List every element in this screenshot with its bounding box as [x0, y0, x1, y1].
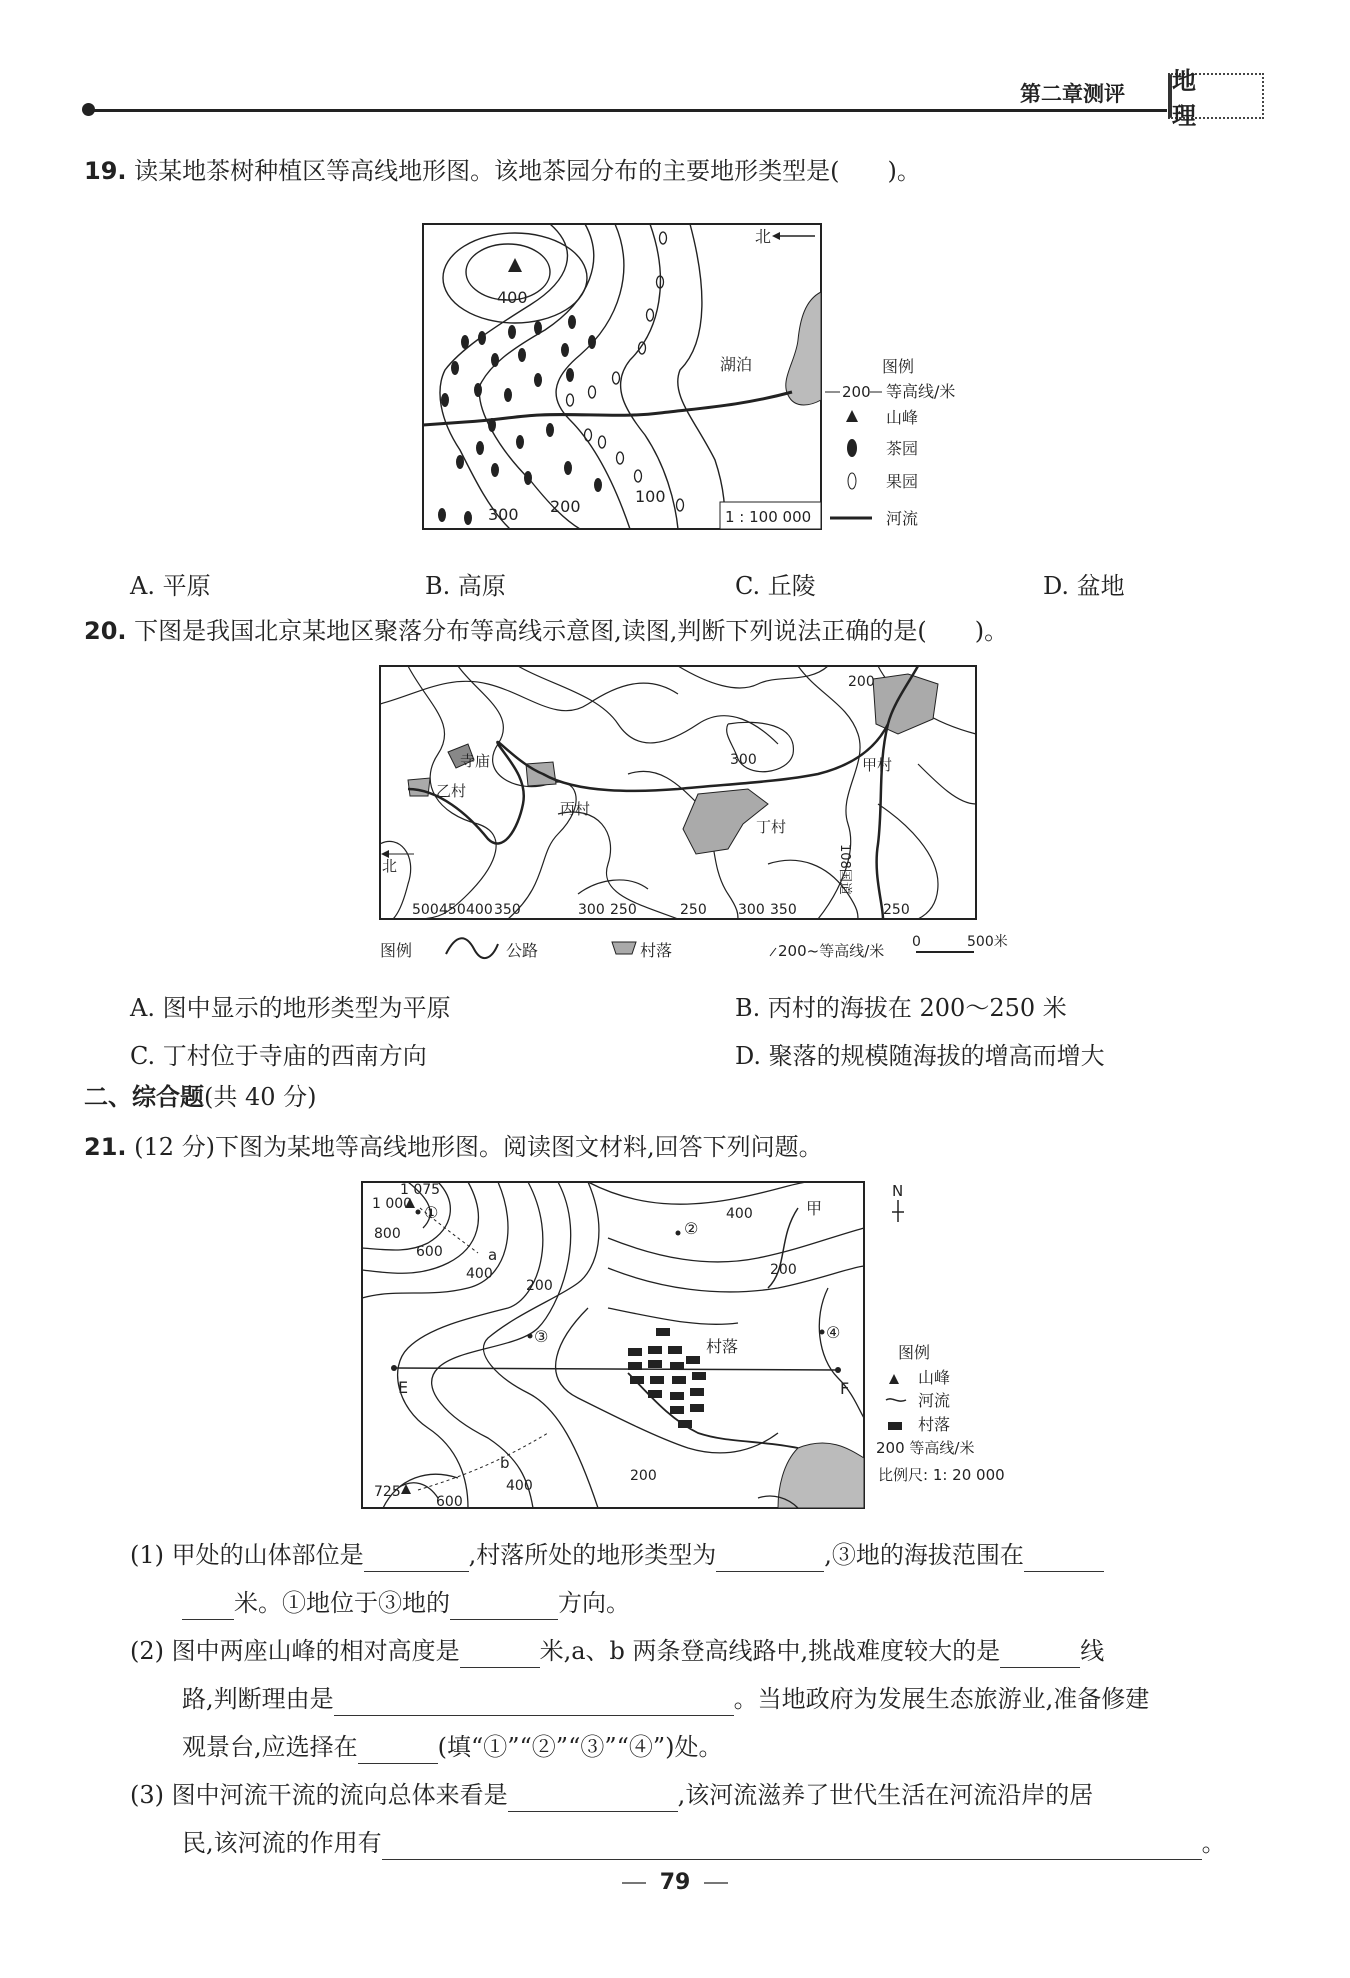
q20-legend-village-icon: [612, 942, 636, 954]
q20-legend-title: 图例: [380, 941, 413, 960]
page-number-dash-right: [704, 1882, 728, 1884]
q20-tick-450: 450: [439, 902, 466, 918]
q19-north-arrowhead: [772, 232, 780, 240]
q20-label-300: 300: [730, 752, 757, 768]
q19-option-a[interactable]: A. 平原: [130, 572, 211, 600]
q20-label-yi: 乙村: [436, 782, 467, 800]
q20-tick-250a: 250: [610, 902, 637, 918]
q20-legend-contour: 200~等高线/米: [778, 942, 885, 960]
q19-stem: [84, 154, 921, 188]
q20-legend-road-icon: [446, 938, 498, 958]
page-number-dash-left: [622, 1882, 646, 1884]
q19-orchard-dots: [567, 232, 684, 511]
q21-legend-peak-icon: [889, 1374, 899, 1384]
section2-title: 二、综合题: [84, 1083, 204, 1111]
q21-label-jia: 甲: [806, 1199, 823, 1218]
q21-point1-dot: [416, 1210, 421, 1215]
q21-sub2-text-e: 。当地政府为发展生态旅游业,准备修建: [733, 1685, 1150, 1713]
q21-sub3-text-c: 民,该河流的作用有: [182, 1829, 382, 1857]
q19-option-d[interactable]: D. 盆地: [1043, 572, 1125, 600]
q21-sub1-text-c: ,③地的海拔范围在: [824, 1541, 1024, 1569]
q21-stem: [84, 1130, 823, 1164]
q19-legend-river: 河流: [886, 509, 919, 528]
q19-label-200: 200: [550, 497, 581, 516]
q21-sub3-text-b: ,该河流滋养了世代生活在河流沿岸的居: [677, 1781, 1094, 1809]
q19-option-c[interactable]: C. 丘陵: [735, 572, 816, 600]
q21-f-point: [835, 1367, 841, 1373]
q21-label-200c: 200: [630, 1468, 657, 1484]
q21-legend-peak: 山峰: [918, 1368, 951, 1387]
q21-north-label: N: [892, 1182, 904, 1200]
q20-scale-dist: 500米: [967, 934, 1008, 950]
q20-tick-400: 400: [466, 902, 493, 918]
q21-point4-dot: [820, 1330, 825, 1335]
q21-sub3-line1: [130, 1778, 1093, 1812]
q21-sub2-text-a: (2) 图中两座山峰的相对高度是: [130, 1637, 460, 1665]
q21-label-f: F: [840, 1379, 850, 1398]
q20-option-a[interactable]: A. 图中显示的地形类型为平原: [130, 994, 451, 1022]
q21-lake: [778, 1443, 864, 1508]
q20-road-108: [877, 724, 888, 919]
q20-option-c[interactable]: C. 丁村位于寺庙的西南方向: [130, 1042, 427, 1070]
q20-number: 20.: [84, 617, 127, 645]
q19-legend-orchard: 果园: [886, 472, 919, 491]
q21-sub2-line1: [130, 1634, 1104, 1668]
q19-text: 读某地茶树种植区等高线地形图。该地茶园分布的主要地形类型是( )。: [134, 157, 921, 185]
q19-label-300: 300: [488, 505, 519, 524]
q19-label-lake: 湖泊: [720, 355, 753, 374]
q21-legend-village-icon: [888, 1422, 902, 1430]
q21-sub2-blank2[interactable]: [1000, 1641, 1080, 1668]
section2-heading: [84, 1080, 317, 1114]
q20-scale-zero: 0: [912, 934, 921, 950]
q21-label-200a: 200: [526, 1278, 553, 1294]
q21-sub2-text-f: 观景台,应选择在: [182, 1733, 358, 1761]
q21-sub2-blank1[interactable]: [460, 1641, 540, 1668]
q21-sub1-text-a: (1) 甲处的山体部位是: [130, 1541, 364, 1569]
q19-option-b[interactable]: B. 高原: [425, 572, 506, 600]
q19-contours: [440, 224, 725, 529]
q20-label-jia: 甲村: [862, 756, 893, 774]
q21-point1: ①: [424, 1203, 439, 1222]
q21-sub3-text-a: (3) 图中河流干流的流向总体来看是: [130, 1781, 508, 1809]
q21-label-village: 村落: [706, 1337, 739, 1356]
q19-legend-title: 图例: [882, 357, 915, 376]
q21-sub2-line2: [182, 1682, 1149, 1716]
q19-legend-contour: 等高线/米: [886, 382, 956, 401]
section2-score: (共 40 分): [204, 1083, 317, 1111]
q19-legend-contour-num: 200: [842, 383, 871, 401]
q19-legend-peak: 山峰: [886, 408, 919, 427]
q21-sub2-blank3[interactable]: [334, 1689, 734, 1716]
q21-legend-title: 图例: [898, 1343, 931, 1362]
q21-legend-contour: 200 等高线/米: [876, 1439, 975, 1457]
q20-label-road: 108国道: [837, 844, 852, 895]
q21-text: (12 分)下图为某地等高线地形图。阅读图文材料,回答下列问题。: [134, 1133, 823, 1161]
q19-legend-peak-icon: [846, 410, 858, 422]
q21-contours: [362, 1182, 864, 1508]
q21-sub1-blank4[interactable]: [450, 1593, 558, 1620]
q21-legend-scale: 比例尺: 1: 20 000: [878, 1466, 1005, 1484]
page-number-value: 79: [659, 1870, 691, 1895]
q21-sub2-blank4[interactable]: [358, 1737, 438, 1764]
q20-label-200: 200: [848, 674, 875, 690]
q19-label-100: 100: [635, 487, 666, 506]
q20-option-d[interactable]: D. 聚落的规模随海拔的增高而增大: [735, 1042, 1105, 1070]
q19-north-label: 北: [755, 227, 772, 246]
q20-label-ding: 丁村: [756, 818, 787, 836]
q21-point3-dot: [528, 1334, 533, 1339]
q21-sub1-blank1[interactable]: [364, 1545, 469, 1572]
q21-sub2-text-g: (填“①”“②”“③”“④”)处。: [437, 1733, 723, 1761]
q20-tick-300b: 300: [738, 902, 765, 918]
q21-sub2-text-c: 线: [1080, 1637, 1105, 1665]
q21-e-point: [391, 1365, 397, 1371]
q20-text: 下图是我国北京某地区聚落分布等高线示意图,读图,判断下列说法正确的是( )。: [134, 617, 1009, 645]
q20-tick-500: 500: [412, 902, 439, 918]
q20-map: [378, 664, 1018, 964]
q21-point2-dot: [676, 1231, 681, 1236]
q21-sub1-text-b: ,村落所处的地形类型为: [468, 1541, 717, 1569]
q20-option-b[interactable]: B. 丙村的海拔在 200～250 米: [735, 994, 1067, 1022]
header-rule: [84, 109, 1167, 112]
q21-label-200b: 200: [770, 1262, 797, 1278]
q21-sub1-blank3[interactable]: [1024, 1545, 1104, 1572]
q21-sub1-text-d: 米。①地位于③地的: [234, 1589, 450, 1617]
q20-tick-350b: 350: [770, 902, 797, 918]
q21-label-a: a: [488, 1246, 498, 1264]
q21-label-725: 725: [374, 1484, 401, 1500]
q20-tick-300: 300: [578, 902, 605, 918]
q21-label-600b: 600: [436, 1494, 463, 1510]
q20-tick-350: 350: [494, 902, 521, 918]
q21-label-600a: 600: [416, 1244, 443, 1260]
q21-sub2-text-b: 米,a、b 两条登高线路中,挑战难度较大的是: [539, 1637, 1001, 1665]
q21-sub2-line3: [182, 1730, 723, 1764]
q19-legend-tea: 茶园: [886, 439, 919, 458]
q21-ef-line: [394, 1368, 838, 1370]
q21-sub1-text-e: 方向。: [558, 1589, 630, 1617]
q21-number: 21.: [84, 1133, 127, 1161]
q21-sub3-blank1[interactable]: [508, 1785, 678, 1812]
q19-legend-tea-icon: [847, 439, 857, 457]
q21-legend-river-icon: [886, 1399, 906, 1401]
q19-legend-orchard-icon: [848, 473, 856, 489]
chapter-title: 第二章测评: [1020, 82, 1125, 106]
q21-label-400c: 400: [506, 1478, 533, 1494]
q21-sub1-line2: [182, 1586, 630, 1620]
q20-tick-250c: 250: [883, 902, 910, 918]
q19-tea-dots: [438, 315, 602, 525]
q20-legend-contour-tick: [770, 948, 776, 956]
q21-sub2-text-d: 路,判断理由是: [182, 1685, 334, 1713]
q20-jia-village: [873, 674, 938, 734]
q19-label-400: 400: [497, 288, 528, 307]
q21-sub3-blank2[interactable]: [382, 1833, 1202, 1860]
q21-sub3-text-d: 。: [1201, 1829, 1226, 1857]
q21-legend-village: 村落: [918, 1415, 951, 1434]
q20-tick-250b: 250: [680, 902, 707, 918]
q20-label-bing: 丙村: [560, 800, 591, 818]
q21-label-b: b: [500, 1454, 510, 1472]
q21-label-1075: 1 075: [400, 1182, 441, 1198]
q21-label-400a: 400: [466, 1266, 493, 1282]
q20-stem: [84, 614, 1008, 648]
q21-map-frame: [362, 1182, 864, 1508]
q20-legend-road: 公路: [506, 941, 539, 960]
q19-map: [420, 220, 1040, 540]
q21-label-400b: 400: [726, 1206, 753, 1222]
q20-label-north: 北: [382, 857, 398, 875]
q20-legend-village: 村落: [640, 941, 673, 960]
q21-label-e: E: [398, 1378, 409, 1397]
q21-legend-river: 河流: [918, 1391, 951, 1410]
q19-scale: 1 : 100 000: [725, 508, 812, 526]
q21-point2: ②: [684, 1219, 699, 1238]
q20-label-temple: 寺庙: [460, 752, 491, 770]
q21-label-800: 800: [374, 1226, 401, 1242]
q21-label-1000: 1 000: [372, 1196, 413, 1212]
q21-map: [358, 1178, 1038, 1518]
q21-sub1-blank2[interactable]: [716, 1545, 824, 1572]
q19-number: 19.: [84, 157, 127, 185]
q21-sub3-line2: [182, 1826, 1226, 1860]
q19-lake: [786, 292, 821, 405]
q21-point4: ④: [826, 1323, 841, 1342]
subject-box: 地 理: [1168, 73, 1264, 119]
q21-sub1-line1: [130, 1538, 1104, 1572]
q21-point3: ③: [534, 1327, 549, 1346]
page-number: [0, 1870, 1350, 1895]
q19-peak-icon: [508, 258, 522, 272]
q21-sub1-blank3b[interactable]: [182, 1593, 234, 1620]
